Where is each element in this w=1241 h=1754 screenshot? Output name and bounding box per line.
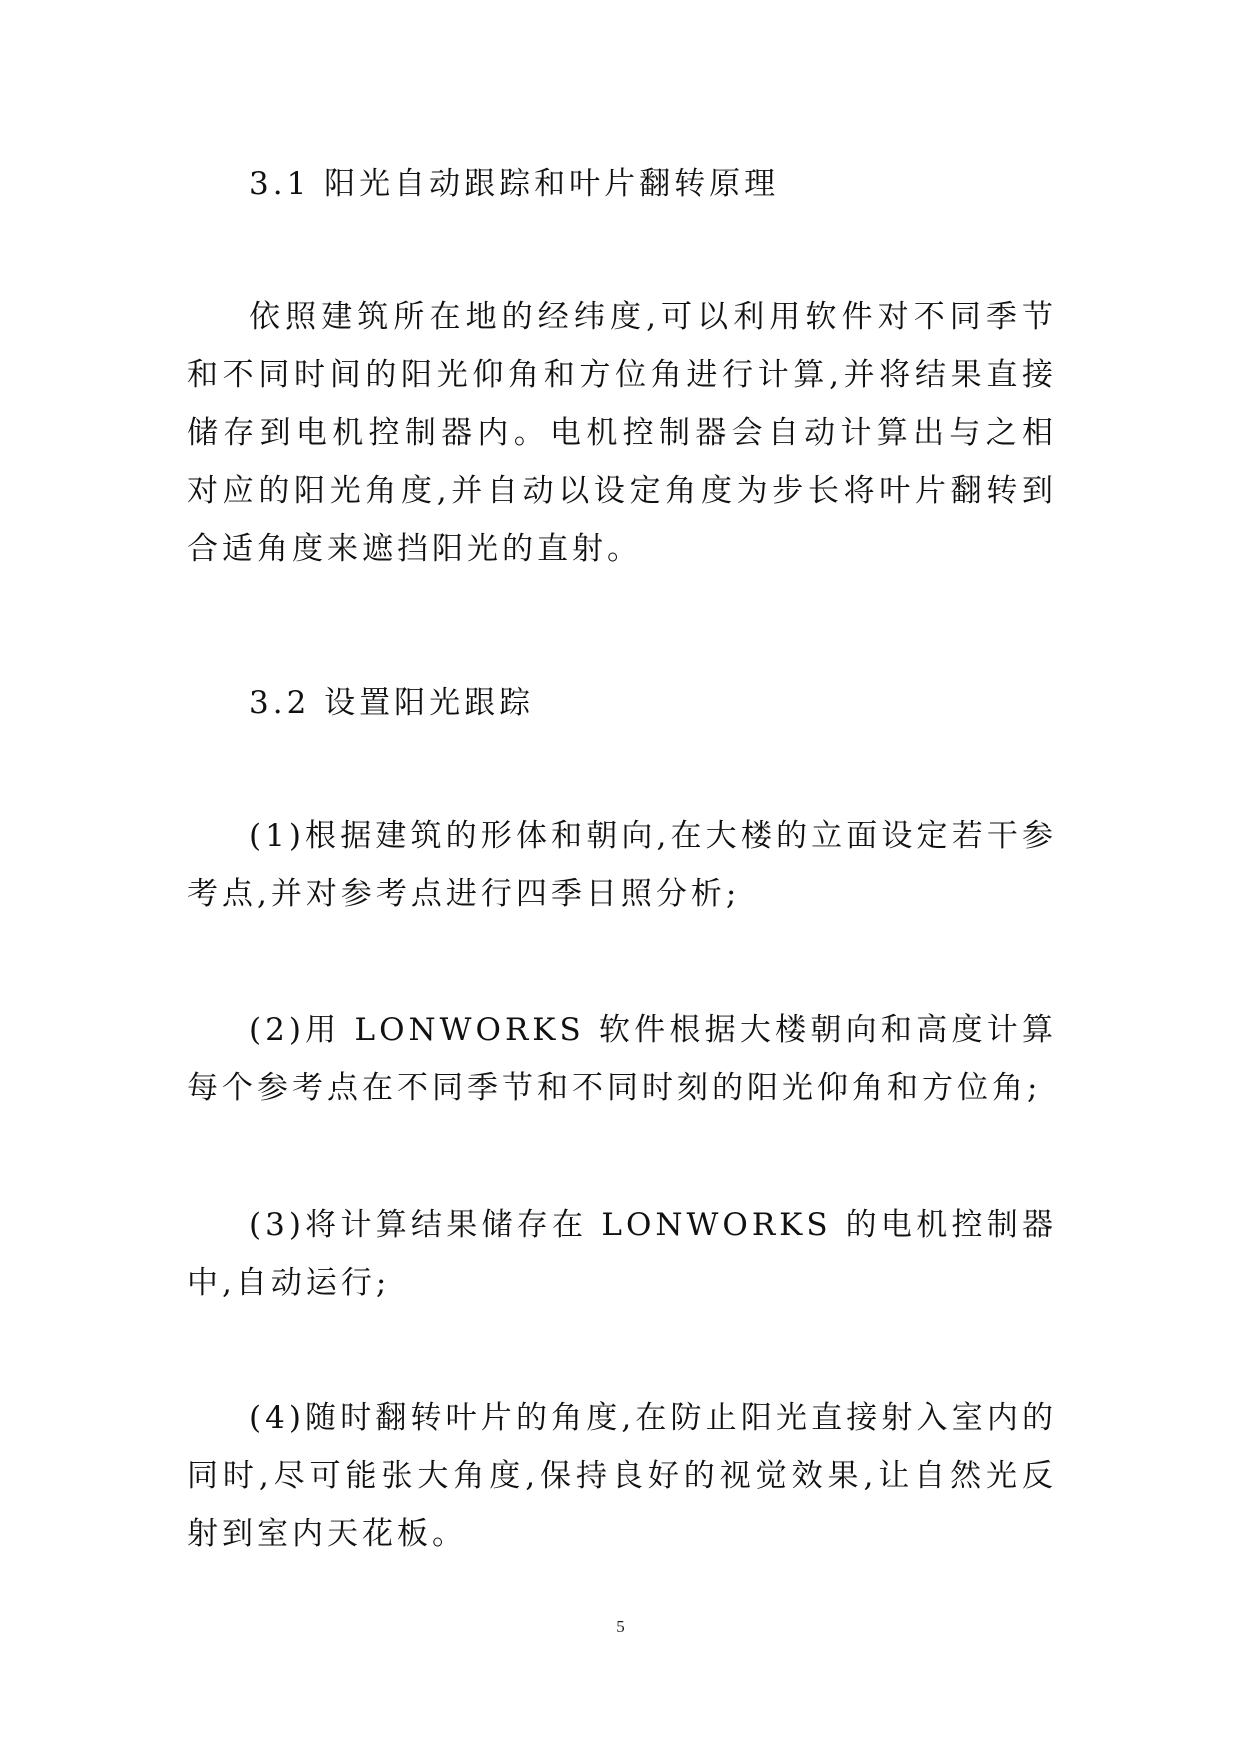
step-2: (2)用 LONWORKS 软件根据大楼朝向和高度计算每个参考点在不同季节和不同时刻的阳光仰角和方位角; [187, 1012, 1057, 1106]
step-4: (4)随时翻转叶片的角度,在防止阳光直接射入室内的同时,尽可能张大角度,保持良好的视觉效果,让自然光反射到室内天花板。 [187, 1400, 1057, 1552]
section-heading-3-2: 3.2 设置阳光跟踪 [249, 685, 535, 721]
step-3: (3)将计算结果储存在 LONWORKS 的电机控制器中,自动运行; [187, 1207, 1057, 1301]
page-number: 5 [616, 1617, 625, 1636]
step-1: (1)根据建筑的形体和朝向,在大楼的立面设定若干参考点,并对参考点进行四季日照分析; [187, 818, 1057, 912]
paragraph-principle: 依照建筑所在地的经纬度,可以利用软件对不同季节和不同时间的阳光仰角和方位角进行计算,并将结果直接储存到电机控制器内。电机控制器会自动计算出与之相对应的阳光角度,并自动以设定角度为步长将叶片翻转到合适角度来遮挡阳光的直射。 [187, 299, 1057, 567]
section-heading-3-1: 3.1 阳光自动跟踪和叶片翻转原理 [249, 166, 780, 202]
